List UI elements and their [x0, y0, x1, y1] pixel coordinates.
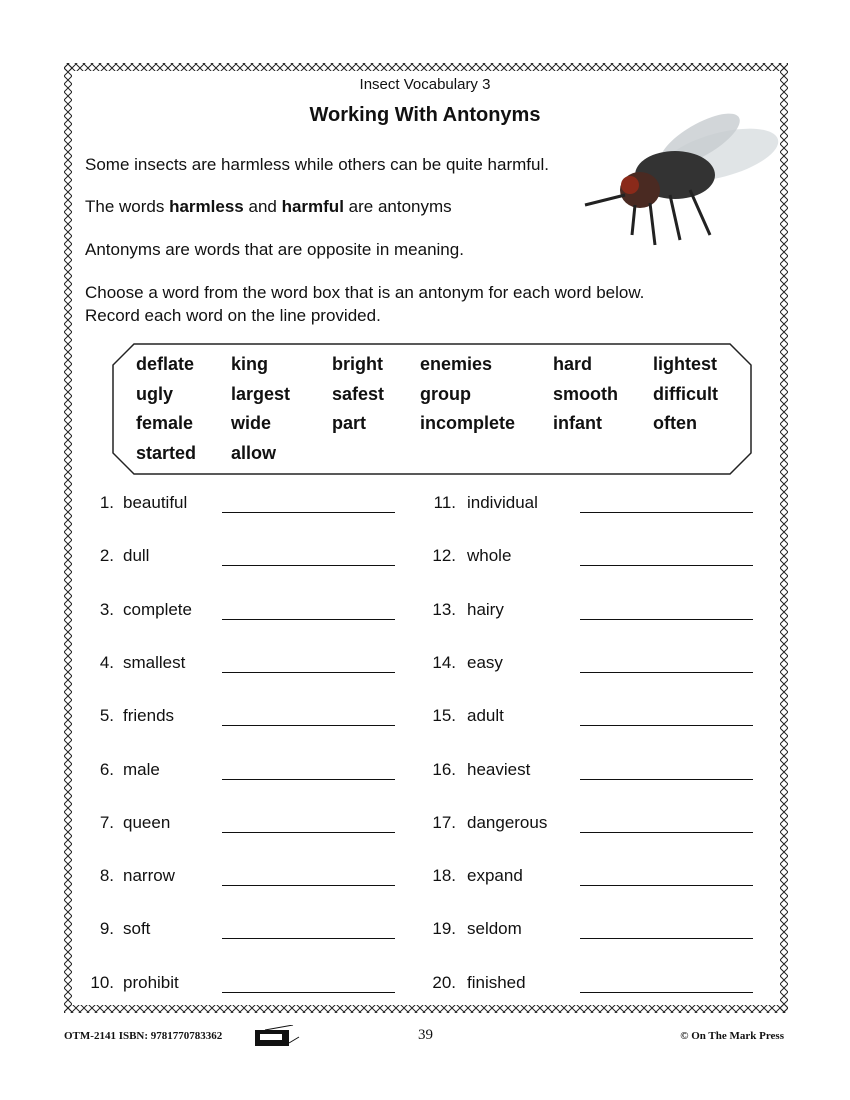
question-word: whole — [467, 546, 512, 566]
question-word: friends — [123, 706, 175, 726]
question-word: hairy — [467, 599, 504, 619]
word-box-word: incomplete — [420, 413, 516, 433]
question-number: 11. — [433, 493, 456, 512]
question-number: 14. — [432, 652, 456, 672]
word-box-word: part — [332, 413, 367, 433]
question-word: narrow — [123, 866, 175, 886]
answer-line[interactable] — [580, 885, 753, 886]
question-number: 8. — [99, 866, 114, 886]
question-number: 15. — [432, 706, 456, 726]
question-number: 12. — [432, 546, 456, 566]
intro-line-2 — [85, 197, 452, 217]
answer-line[interactable] — [222, 992, 395, 993]
word-box-word: group — [420, 384, 471, 404]
answer-line[interactable] — [580, 619, 753, 620]
question-word: adult — [467, 706, 504, 726]
worksheet-subtitle: Insect Vocabulary 3 — [359, 76, 491, 93]
word-box-word: ugly — [136, 384, 174, 404]
instructions-line-1: Choose a word from the word box that is an antonym for each word below. — [85, 283, 645, 302]
question-word: male — [123, 759, 160, 779]
question-number: 4. — [99, 652, 114, 672]
footer-publisher: © On The Mark Press — [680, 1030, 784, 1042]
word-box-word: smooth — [553, 384, 618, 404]
word-box-word: hard — [553, 354, 593, 374]
answer-line[interactable] — [222, 565, 395, 566]
word-box-word: king — [231, 354, 269, 374]
question-number: 20. — [432, 972, 456, 992]
answer-line[interactable] — [222, 885, 395, 886]
question-word: finished — [467, 972, 526, 992]
word-box-word: allow — [231, 443, 277, 463]
question-number: 2. — [99, 546, 114, 566]
instructions-line-2: Record each word on the line provided. — [85, 306, 381, 325]
word-box-word: wide — [231, 413, 272, 433]
word-box-word: often — [653, 413, 697, 433]
question-number: 9. — [99, 919, 114, 939]
question-number: 6. — [99, 759, 114, 779]
answer-line[interactable] — [580, 672, 753, 673]
question-number: 17. — [432, 812, 456, 832]
answer-line[interactable] — [222, 619, 395, 620]
fly-image — [580, 95, 780, 255]
text: and — [243, 197, 282, 216]
question-word: soft — [123, 919, 151, 939]
question-word: individual — [467, 493, 538, 512]
footer-isbn: OTM-2141 ISBN: 9781770783362 — [64, 1030, 223, 1042]
answer-line[interactable] — [580, 512, 753, 513]
question-word: seldom — [467, 919, 522, 939]
question-number: 3. — [99, 599, 114, 619]
word-box-word: enemies — [420, 354, 493, 374]
word-box-word: safest — [332, 384, 385, 404]
question-number: 7. — [99, 812, 114, 832]
question-word: dull — [123, 546, 150, 566]
answer-line[interactable] — [222, 725, 395, 726]
word-box-word: female — [136, 413, 194, 433]
question-number: 5. — [99, 706, 114, 726]
question-word: easy — [467, 652, 503, 672]
word-box-word: largest — [231, 384, 291, 404]
answer-line[interactable] — [222, 779, 395, 780]
answer-line[interactable] — [222, 512, 395, 513]
question-word: dangerous — [467, 812, 548, 832]
question-word: prohibit — [123, 972, 179, 992]
answer-line[interactable] — [580, 938, 753, 939]
intro-line-1: Some insects are harmless while others can be quite harmful. — [85, 155, 549, 174]
word-box-word: infant — [553, 413, 602, 433]
word-box — [112, 343, 752, 475]
question-number: 16. — [432, 759, 456, 779]
answer-line[interactable] — [222, 832, 395, 833]
word-box-word: deflate — [136, 354, 195, 374]
answer-line[interactable] — [580, 725, 753, 726]
question-word: smallest — [123, 652, 186, 672]
word-box-word: started — [136, 443, 197, 463]
answer-line[interactable] — [580, 992, 753, 993]
question-word: expand — [467, 866, 523, 886]
text: The words — [85, 197, 170, 216]
word-box-word: bright — [332, 354, 383, 374]
answer-line[interactable] — [222, 672, 395, 673]
answer-line[interactable] — [580, 832, 753, 833]
printer-icon — [255, 1025, 305, 1049]
word-box-word: lightest — [653, 354, 718, 374]
answer-line[interactable] — [580, 565, 753, 566]
question-number: 19. — [432, 919, 456, 939]
answer-line[interactable] — [222, 938, 395, 939]
question-number: 1. — [99, 493, 114, 512]
question-number: 13. — [432, 599, 456, 619]
answer-line[interactable] — [580, 779, 753, 780]
question-word: beautiful — [123, 493, 188, 512]
worksheet-title: Working With Antonyms — [309, 104, 541, 126]
word-box-word: difficult — [653, 384, 718, 404]
text: are antonyms — [343, 197, 452, 216]
intro-line-3: Antonyms are words that are opposite in meaning. — [85, 240, 464, 259]
page-number: 39 — [418, 1027, 433, 1043]
question-number: 18. — [432, 866, 456, 886]
bold-word: harmless — [169, 197, 244, 216]
question-word: heaviest — [467, 759, 531, 779]
question-number: 10. — [90, 972, 114, 992]
question-word: queen — [123, 812, 171, 832]
question-word: complete — [123, 599, 192, 619]
bold-word: harmful — [281, 197, 344, 216]
